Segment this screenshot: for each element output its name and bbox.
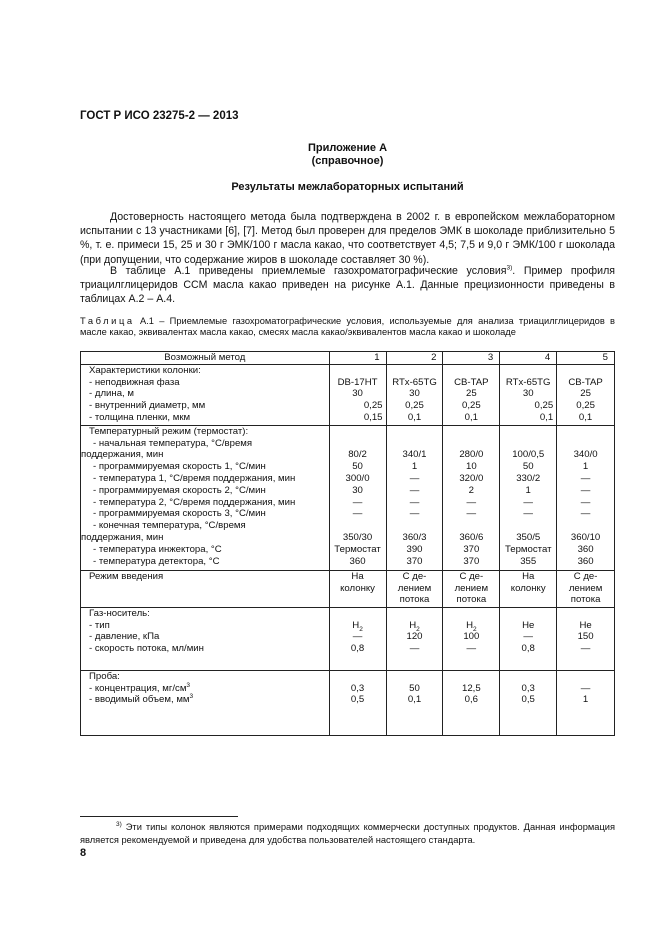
header-method: Возможный метод <box>81 352 330 365</box>
temperature-values-m1: 80/2 50 300/0 30 — — 350/30 Термостат 360 <box>329 425 386 570</box>
temperature-values-m5: 340/0 1 — — — — 360/10 360 360 <box>557 425 615 570</box>
gas-values-m4: He — 0,8 <box>500 607 557 670</box>
appendix-title: Приложение А <box>307 142 388 154</box>
temperature-section-row <box>81 425 615 570</box>
footnote-marker: 3) <box>116 820 122 828</box>
temperature-section-labels: Температурный режим (термостат): - начальная температура, °C/время поддержания, мин - программируемая скорость 1, °C/мин - температура 1, °C/время поддержания, мин - программируемая скорость 2, °C/мин - температура 2, °C/время поддержания, мин - программируемая скорость 3, °C/мин - конечная температура, °C/время поддержания, мин - температура инжектора, °C - температура детектора, °C <box>81 425 330 570</box>
footnote <box>80 821 615 846</box>
header-method-5: 5 <box>557 352 615 365</box>
gas-values-m2: $H_2$ 120 — <box>386 607 443 670</box>
table-header-row <box>81 352 615 365</box>
table-caption <box>80 316 615 338</box>
injection-row <box>81 570 615 607</box>
gas-values-m1: $H_2$ — 0,8 <box>329 607 386 670</box>
column-section-row <box>81 364 615 425</box>
appendix-heading: Результаты межлабораторных испытаний <box>231 181 464 193</box>
temperature-values-m2: 340/1 1 — — — — 360/3 390 370 <box>386 425 443 570</box>
table-caption-number: А.1 <box>139 316 154 326</box>
column-values-m4: RTx-65TG 30 0,25 0,1 <box>500 364 557 425</box>
injection-m2: С де- лением потока <box>386 570 443 607</box>
header-method-1: 1 <box>329 352 386 365</box>
sample-values-m1: 0,3 0,5 <box>329 670 386 735</box>
sample-values-m4: 0,3 0,5 <box>500 670 557 735</box>
footnote-divider <box>80 816 238 817</box>
page-number: 8 <box>80 847 87 859</box>
injection-m3: С де- лением потока <box>443 570 500 607</box>
table-caption-label: Таблица <box>80 316 135 326</box>
gas-values-m3: $H_2$ 100 — <box>443 607 500 670</box>
header-method-2: 2 <box>386 352 443 365</box>
footnote-text: Эти типы колонок являются примерами подходящих коммерчески доступных продуктов. Данная информация является рекомендуемой и приведена для удобства пользователей настоящего стандарта. <box>80 822 615 845</box>
column-values-m2: RTx-65TG 30 0,25 0,1 <box>386 364 443 425</box>
injection-m1: На колонку <box>329 570 386 607</box>
paragraph-1: Достоверность настоящего метода была подтверждена в 2002 г. в европейском межлабораторном испытании с 13 участниками [6], [7]. Метод был проверен для пределов ЭМК в шоколаде приблизительно 5 %, т. е. примеси 15, 25 и 30 г ЭМК/100 г масла какао, что соответствует 4,5; 7,5 и 9,0 г ЭМК/100 г шоколада (при допущении, что содержание жиров в шоколаде составляет 30 %). <box>80 211 615 266</box>
gc-conditions-table <box>80 351 615 736</box>
appendix-subtitle: (справочное) <box>311 155 384 167</box>
header-method-3: 3 <box>443 352 500 365</box>
temperature-values-m3: 280/0 10 320/0 2 — — 360/6 370 370 <box>443 425 500 570</box>
column-values-m1: DB-17HT 30 0,25 0,15 <box>329 364 386 425</box>
document-code: ГОСТ Р ИСО 23275-2 — 2013 <box>80 110 239 122</box>
injection-m4: На колонку <box>500 570 557 607</box>
header-method-4: 4 <box>500 352 557 365</box>
injection-m5: С де- лением потока <box>557 570 615 607</box>
paragraph-2: В таблице А.1 приведены приемлемые газохроматографические условия$^{3)}$. Пример профиля триацилглицеридов CCM масла какао приведен на рисунке А.1. Данные прецизионности приведены в таблицах А.2 – А.4. <box>80 264 615 306</box>
gas-section-labels: Газ-носитель: - тип - давление, кПа - скорость потока, мл/мин <box>81 607 330 670</box>
table-caption-text: – Приемлемые газохроматографические условия, используемые для анализа триацилглицеридов в масле какао, эквивалентах масла какао, смесях масла какао/эквивалентов масла какао и шоколаде <box>80 316 615 337</box>
sample-values-m5: — 1 <box>557 670 615 735</box>
temperature-values-m4: 100/0,5 50 330/2 1 — — 350/5 Термостат 355 <box>500 425 557 570</box>
sample-values-m3: 12,5 0,6 <box>443 670 500 735</box>
sample-section-labels: Проба: - концентрация, $мг/см^3$ - вводимый объем, $мм^3$ <box>81 670 330 735</box>
column-values-m5: CB-TAP 25 0,25 0,1 <box>557 364 615 425</box>
sample-values-m2: 50 0,1 <box>386 670 443 735</box>
column-values-m3: CB-TAP 25 0,25 0,1 <box>443 364 500 425</box>
injection-label: Режим введения <box>81 570 330 607</box>
sample-section-row <box>81 670 615 735</box>
gas-values-m5: He 150 — <box>557 607 615 670</box>
column-section-labels: Характеристики колонки: - неподвижная фаза - длина, м - внутренний диаметр, мм - толщина пленки, мкм <box>81 364 330 425</box>
gas-section-row <box>81 607 615 670</box>
